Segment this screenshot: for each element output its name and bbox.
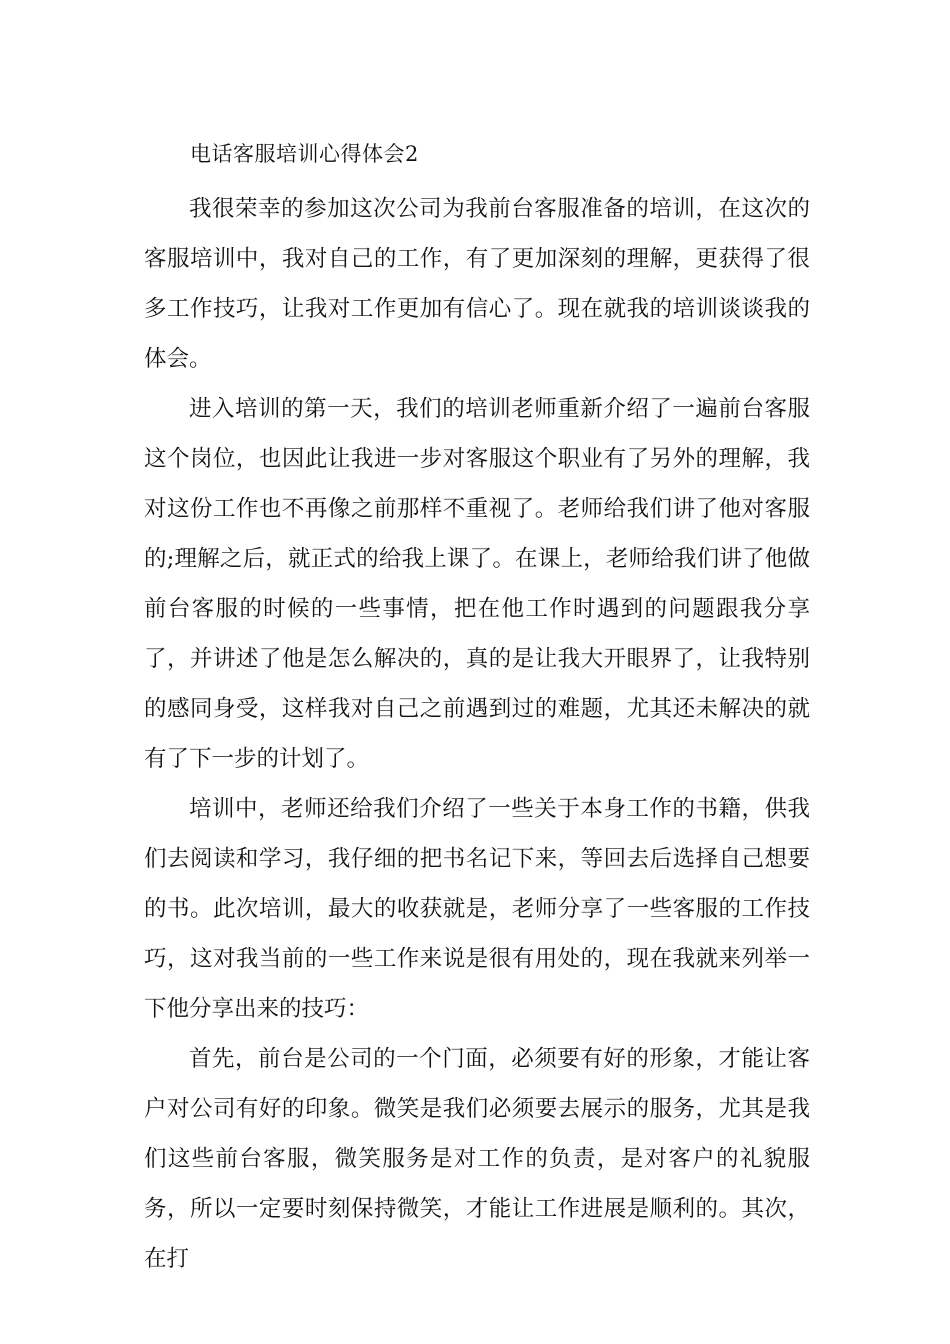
document-body <box>144 184 810 1284</box>
paragraph-2: 进入培训的第一天，我们的培训老师重新介绍了一遍前台客服这个岗位，也因此让我进一步对客服这个职业有了另外的理解，我对这份工作也不再像之前那样不重视了。老师给我们讲了他对客服的;理解之后，就正式的给我上课了。在课上，老师给我们讲了他做前台客服的时候的一些事情，把在他工作时遇到的问题跟我分享了，并讲述了他是怎么解决的，真的是让我大开眼界了，让我特别的感同身受，这样我对自己之前遇到过的难题，尤其还未解决的就有了下一步的计划了。 <box>144 396 810 772</box>
document-title: 电话客服培训心得体会2 <box>190 142 419 166</box>
paragraph-3: 培训中，老师还给我们介绍了一些关于本身工作的书籍，供我们去阅读和学习，我仔细的把书名记下来，等回去后选择自己想要的书。此次培训，最大的收获就是，老师分享了一些客服的工作技巧，这对我当前的一些工作来说是很有用处的，现在我就来列举一下他分享出来的技巧： <box>144 796 810 1022</box>
paragraph-1: 我很荣幸的参加这次公司为我前台客服准备的培训，在这次的客服培训中，我对自己的工作，有了更加深刻的理解，更获得了很多工作技巧，让我对工作更加有信心了。现在就我的培训谈谈我的体会。 <box>144 196 810 372</box>
paragraph-4: 首先，前台是公司的一个门面，必须要有好的形象，才能让客户对公司有好的印象。微笑是我们必须要去展示的服务，尤其是我们这些前台客服，微笑服务是对工作的负责，是对客户的礼貌服务，所以一定要时刻保持微笑，才能让工作进展是顺利的。其次，在打 <box>144 1046 810 1272</box>
